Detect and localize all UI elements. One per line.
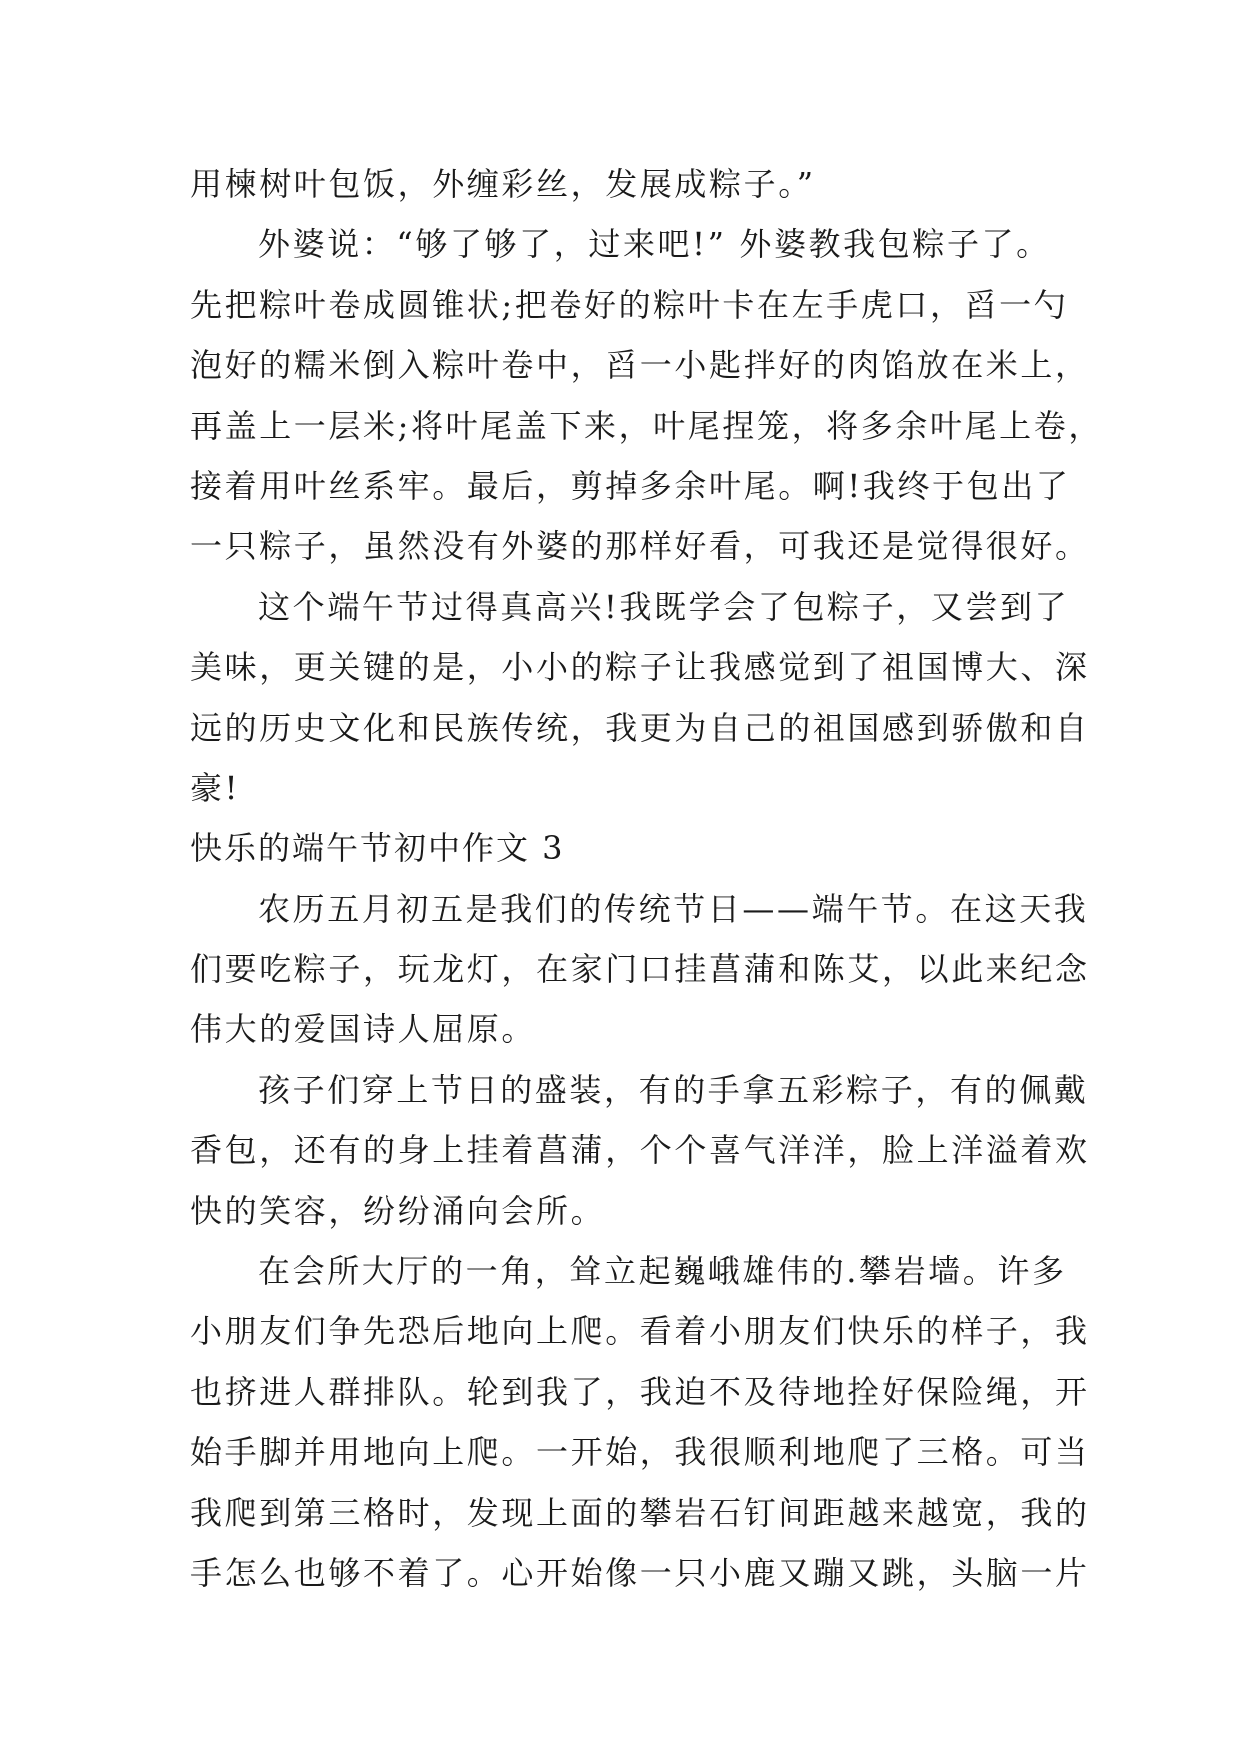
paragraph-line: 美味，更关键的是，小小的粽子让我感觉到了祖国博大、深 — [190, 648, 1090, 687]
paragraph-line: 一只粽子，虽然没有外婆的那样好看，可我还是觉得很好。 — [190, 527, 1090, 566]
paragraph-line: 们要吃粽子，玩龙灯，在家门口挂菖蒲和陈艾，以此来纪念 — [190, 950, 1090, 989]
document-page — [190, 154, 1103, 1603]
paragraph-first-line: 在会所大厅的一角，耸立起巍峨雄伟的.攀岩墙。许多 — [258, 1252, 1067, 1291]
paragraph-line: 接着用叶丝系牢。最后，剪掉多余叶尾。啊!我终于包出了 — [190, 466, 1071, 505]
essay-title: 快乐的端午节初中作文 3 — [190, 829, 565, 868]
paragraph-first-line: 农历五月初五是我们的传统节日——端午节。在这天我 — [258, 889, 1089, 928]
paragraph-line: 手怎么也够不着了。心开始像一只小鹿又蹦又跳，头脑一片 — [190, 1553, 1090, 1592]
paragraph-line: 泡好的糯米倒入粽叶卷中，舀一小匙拌好的肉馅放在米上， — [190, 346, 1090, 385]
paragraph-line: 伟大的爱国诗人屈原。 — [190, 1010, 537, 1049]
paragraph-line: 用楝树叶包饭，外缠彩丝，发展成粽子。” — [190, 165, 816, 203]
paragraph-first-line: 孩子们穿上节日的盛装，有的手拿五彩粽子，有的佩戴 — [258, 1070, 1089, 1109]
paragraph-line: 远的历史文化和民族传统，我更为自己的祖国感到骄傲和自 — [190, 708, 1090, 747]
paragraph-line: 先把粽叶卷成圆锥状;把卷好的粽叶卡在左手虎口，舀一勺 — [190, 285, 1069, 324]
paragraph-line: 也挤进人群排队。轮到我了，我迫不及待地拴好保险绳，开 — [190, 1372, 1090, 1411]
paragraph-line: 我爬到第三格时，发现上面的攀岩石钉间距越来越宽，我的 — [190, 1493, 1090, 1532]
paragraph-line: 快的笑容，纷纷涌向会所。 — [190, 1191, 606, 1230]
paragraph-line: 再盖上一层米;将叶尾盖下来，叶尾捏笼，将多余叶尾上卷， — [190, 406, 1103, 445]
paragraph-line: 小朋友们争先恐后地向上爬。看着小朋友们快乐的样子，我 — [190, 1312, 1090, 1351]
paragraph-first-line: 外婆说：“够了够了，过来吧!” 外婆教我包粽子了。 — [258, 225, 1051, 264]
paragraph-line: 香包，还有的身上挂着菖蒲，个个喜气洋洋，脸上洋溢着欢 — [190, 1131, 1090, 1170]
paragraph-line: 始手脚并用地向上爬。一开始，我很顺利地爬了三格。可当 — [190, 1433, 1090, 1472]
paragraph-first-line: 这个端午节过得真高兴!我既学会了包粽子，又尝到了 — [258, 587, 1070, 626]
paragraph-line: 豪! — [190, 768, 241, 807]
